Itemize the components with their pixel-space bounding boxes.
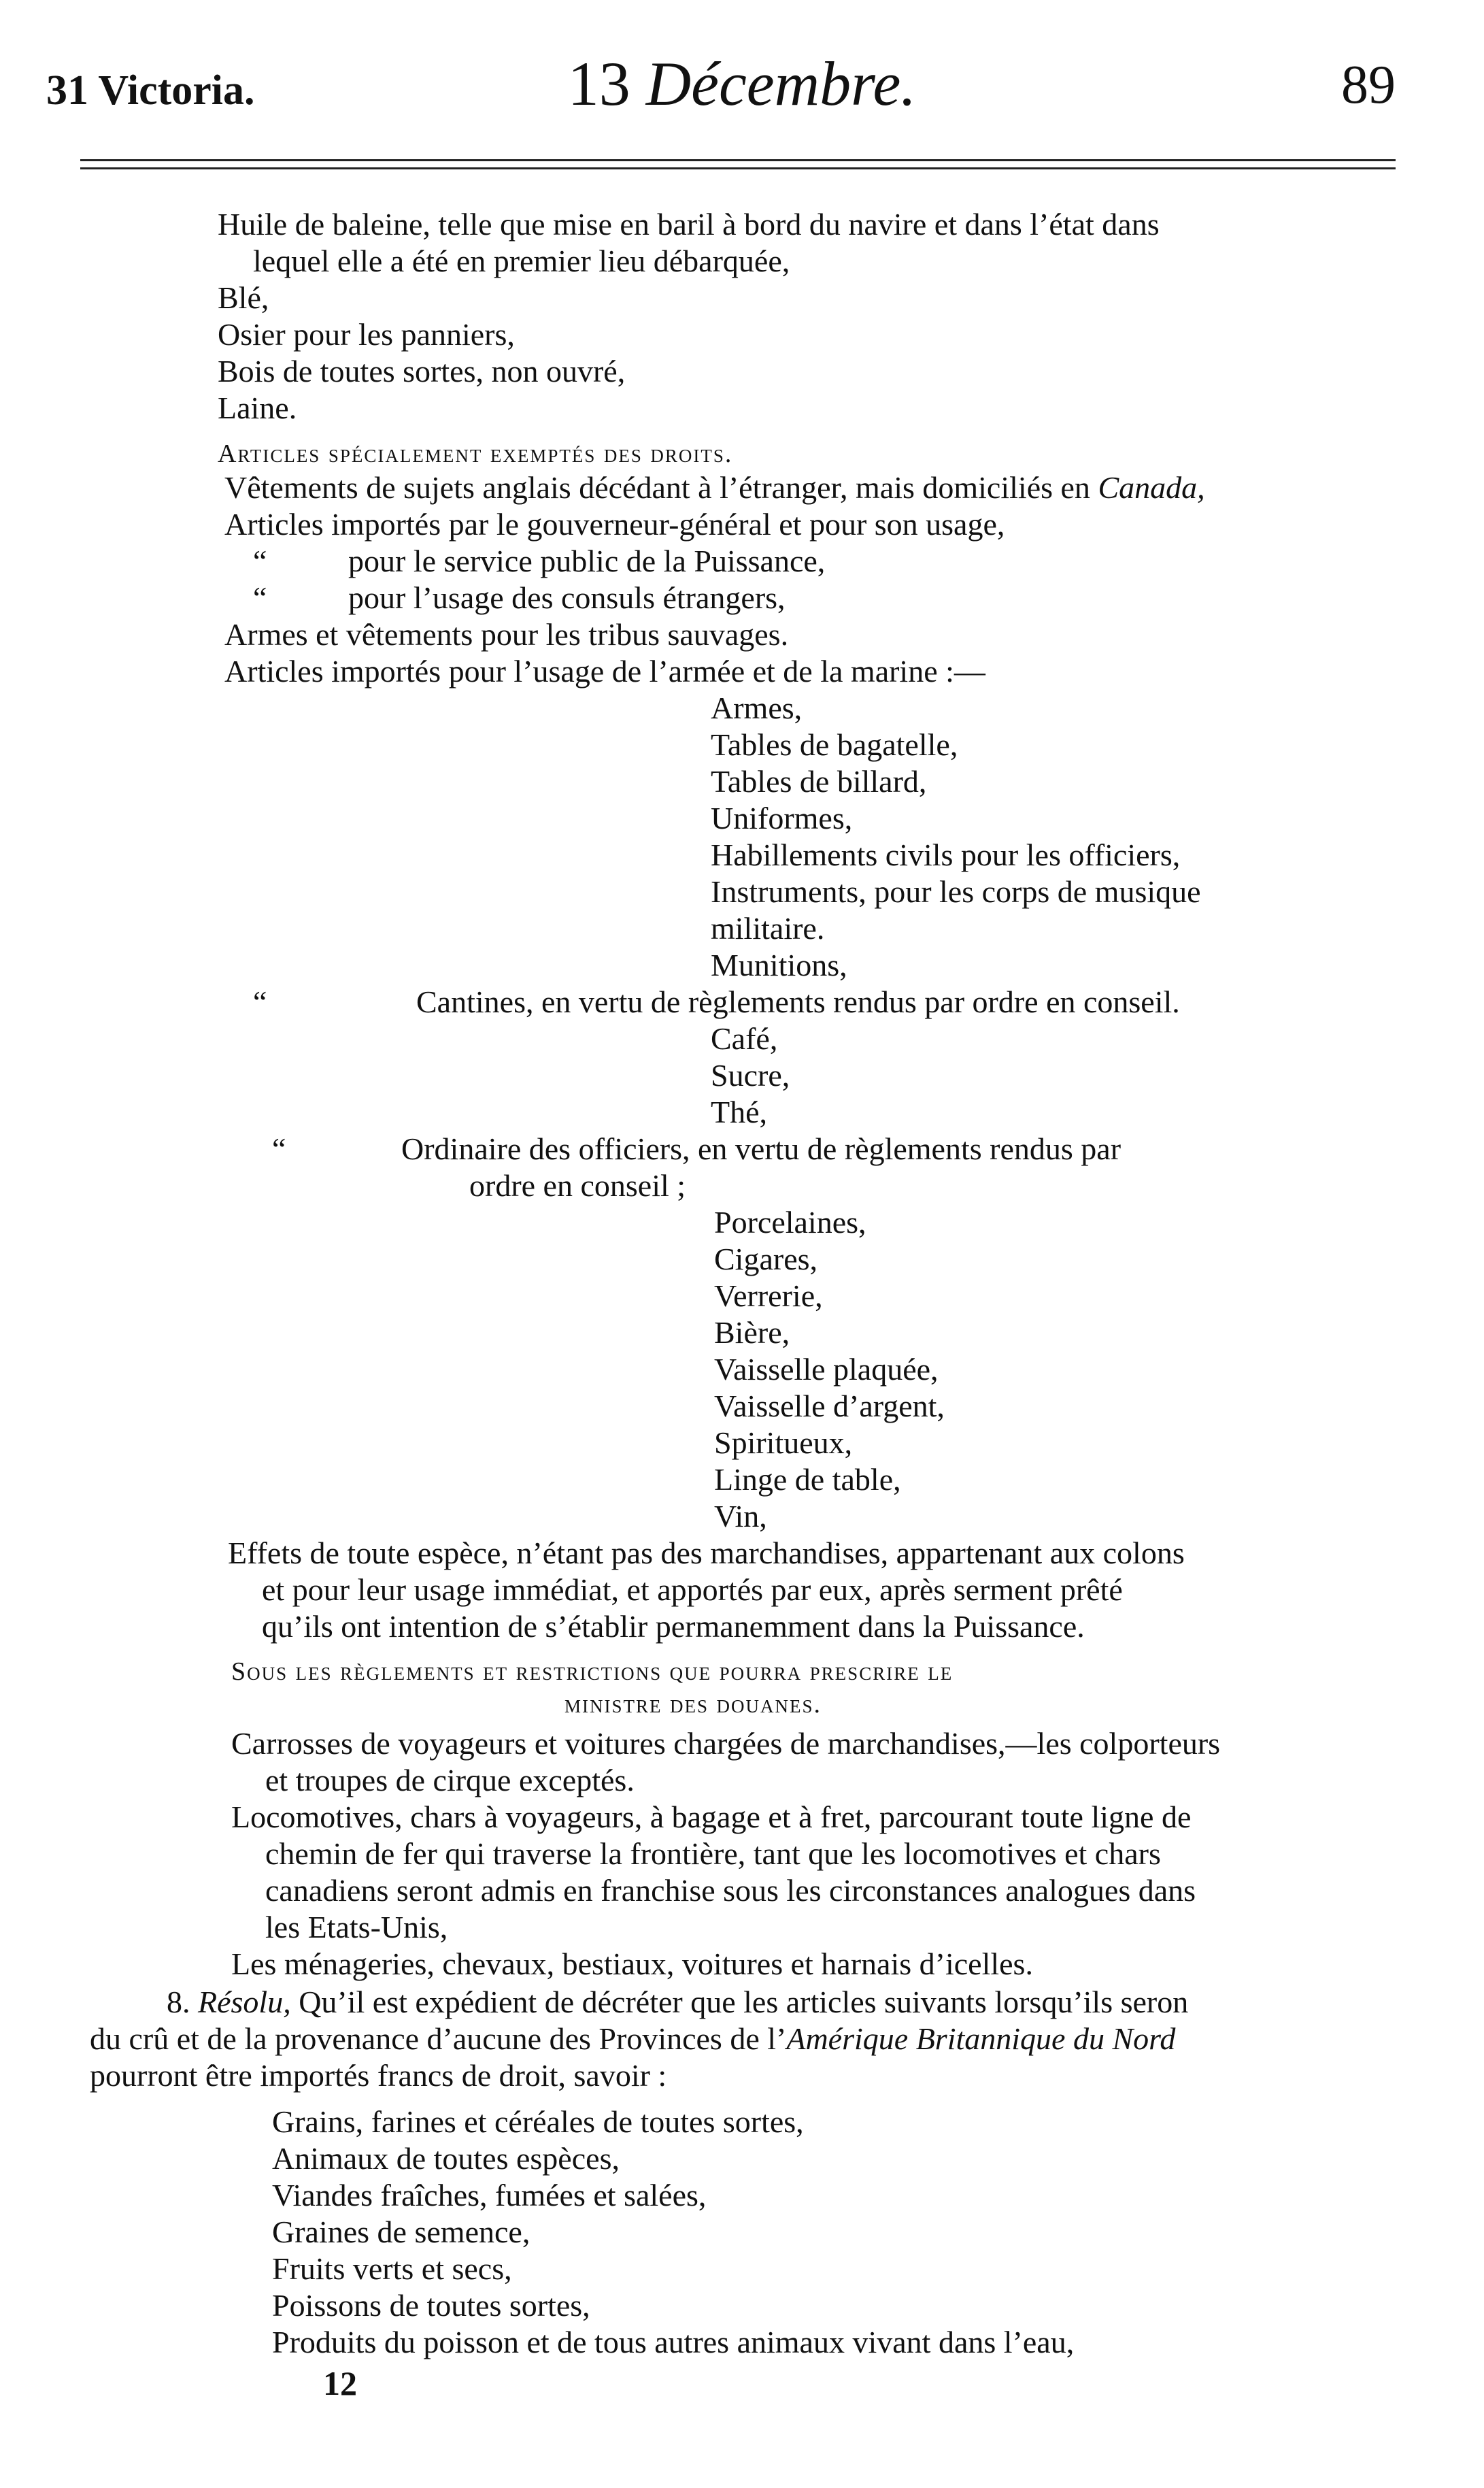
list-item: Café, bbox=[711, 1021, 778, 1056]
text-line: canadiens seront admis en franchise sous les circonstances analogues dans bbox=[265, 1873, 1196, 1908]
list-item: Verrerie, bbox=[714, 1278, 823, 1313]
list-item: Fruits verts et secs, bbox=[272, 2251, 512, 2286]
text-line: Huile de baleine, telle que mise en baril à bord du navire et dans l’état dans bbox=[218, 207, 1160, 242]
list-item: Sucre, bbox=[711, 1058, 790, 1093]
text-line: Les ménageries, chevaux, bestiaux, voitures et harnais d’icelles. bbox=[231, 1946, 1033, 1981]
list-item: Produits du poisson et de tous autres animaux vivant dans l’eau, bbox=[272, 2325, 1075, 2359]
text-line: et troupes de cirque exceptés. bbox=[265, 1763, 635, 1797]
ditto-mark: “ bbox=[272, 1131, 286, 1166]
list-item: Habillements civils pour les officiers, bbox=[711, 837, 1181, 872]
ditto-mark: “ bbox=[253, 544, 267, 578]
text-line: Ordinaire des officiers, en vertu de règlements rendus par bbox=[401, 1131, 1122, 1166]
paragraph-number: 8. bbox=[167, 1985, 190, 2019]
text-line: Bois de toutes sortes, non ouvré, bbox=[218, 354, 626, 388]
text-line bbox=[224, 469, 1205, 506]
text-line: lequel elle a été en premier lieu débarquée, bbox=[253, 244, 790, 278]
section-heading: Articles spécialement exemptés des droits. bbox=[218, 439, 733, 468]
header-date bbox=[0, 48, 1484, 120]
list-item: Vaisselle d’argent, bbox=[714, 1389, 945, 1423]
list-item: Bière, bbox=[714, 1315, 790, 1350]
text-span: du crû et de la provenance d’aucune des Provinces de l’ bbox=[90, 2021, 787, 2056]
paragraph-line: pourront être importés francs de droit, savoir : bbox=[90, 2058, 667, 2093]
ditto-mark: “ bbox=[253, 984, 267, 1019]
list-item: Thé, bbox=[711, 1095, 768, 1129]
list-item: Spiritueux, bbox=[714, 1425, 853, 1460]
signature-mark: 12 bbox=[323, 2364, 357, 2402]
list-item: Vaisselle plaquée, bbox=[714, 1352, 939, 1387]
list-item: Porcelaines, bbox=[714, 1205, 866, 1240]
list-item: Tables de bagatelle, bbox=[711, 727, 958, 762]
list-item: Poissons de toutes sortes, bbox=[272, 2288, 590, 2323]
text-line: Articles importés pour l’usage de l’armée et de la marine :— bbox=[224, 654, 985, 689]
list-item: Viandes fraîches, fumées et salées, bbox=[272, 2178, 707, 2212]
text-line: Cantines, en vertu de règlements rendus par ordre en conseil. bbox=[416, 984, 1180, 1019]
list-item: Uniformes, bbox=[711, 801, 853, 835]
text-line: pour l’usage des consuls étrangers, bbox=[348, 580, 786, 615]
text-line: qu’ils ont intention de s’établir permanemment dans la Puissance. bbox=[262, 1609, 1085, 1644]
list-item: Linge de table, bbox=[714, 1462, 901, 1497]
text-span: Vêtements de sujets anglais décédant à l’étranger, mais domiciliés en bbox=[224, 470, 1090, 505]
list-item: Armes, bbox=[711, 691, 803, 725]
resolu-word: Résolu, bbox=[198, 1985, 291, 2019]
list-item: Cigares, bbox=[714, 1242, 818, 1276]
list-item: Instruments, pour les corps de musique bbox=[711, 874, 1201, 909]
header-rule-bottom bbox=[80, 167, 1396, 169]
text-line: Effets de toute espèce, n’étant pas des marchandises, appartenant aux colons bbox=[228, 1536, 1185, 1570]
text-line: ordre en conseil ; bbox=[469, 1168, 686, 1203]
text-line: Articles importés par le gouverneur-général et pour son usage, bbox=[224, 507, 1005, 542]
list-item: Tables de billard, bbox=[711, 764, 927, 799]
paragraph-line bbox=[167, 1984, 1188, 2021]
text-line: Armes et vêtements pour les tribus sauvages. bbox=[224, 617, 789, 652]
text-line: pour le service public de la Puissance, bbox=[348, 544, 826, 578]
header-day: 13 bbox=[567, 49, 630, 118]
text-line: les Etats-Unis, bbox=[265, 1910, 448, 1944]
header-regnal-year: 31 Victoria. bbox=[46, 67, 255, 114]
header-month: Décembre. bbox=[645, 49, 917, 118]
list-item: Munitions, bbox=[711, 948, 847, 982]
header-rule-top bbox=[80, 159, 1396, 161]
text-line: et pour leur usage immédiat, et apportés par eux, après serment prêté bbox=[262, 1572, 1123, 1607]
running-header bbox=[0, 48, 1484, 122]
text-line: Blé, bbox=[218, 280, 269, 315]
text-span: Qu’il est expédient de décréter que les articles suivants lorsqu’ils seron bbox=[299, 1985, 1189, 2019]
list-item: militaire. bbox=[711, 911, 825, 946]
text-line: Carrosses de voyageurs et voitures chargées de marchandises,—les colporteurs bbox=[231, 1726, 1221, 1761]
section-heading: Sous les règlements et restrictions que pourra prescrire le bbox=[231, 1657, 954, 1686]
list-item: Vin, bbox=[714, 1499, 767, 1533]
page-number: 89 bbox=[1341, 55, 1396, 115]
list-item: Graines de semence, bbox=[272, 2215, 530, 2249]
text-span-italic: Canada, bbox=[1098, 470, 1205, 505]
list-item: Animaux de toutes espèces, bbox=[272, 2141, 620, 2176]
text-span-italic: Amérique Britannique du Nord bbox=[786, 2021, 1176, 2056]
list-item: Grains, farines et céréales de toutes sortes, bbox=[272, 2104, 804, 2139]
text-line: Locomotives, chars à voyageurs, à bagage et à fret, parcourant toute ligne de bbox=[231, 1799, 1192, 1834]
text-line: Laine. bbox=[218, 391, 297, 425]
ditto-mark: “ bbox=[253, 580, 267, 615]
text-line: chemin de fer qui traverse la frontière, tant que les locomotives et chars bbox=[265, 1836, 1161, 1871]
text-line: Osier pour les panniers, bbox=[218, 317, 515, 352]
section-heading: ministre des douanes. bbox=[564, 1690, 822, 1719]
paragraph-line bbox=[90, 2021, 1175, 2057]
